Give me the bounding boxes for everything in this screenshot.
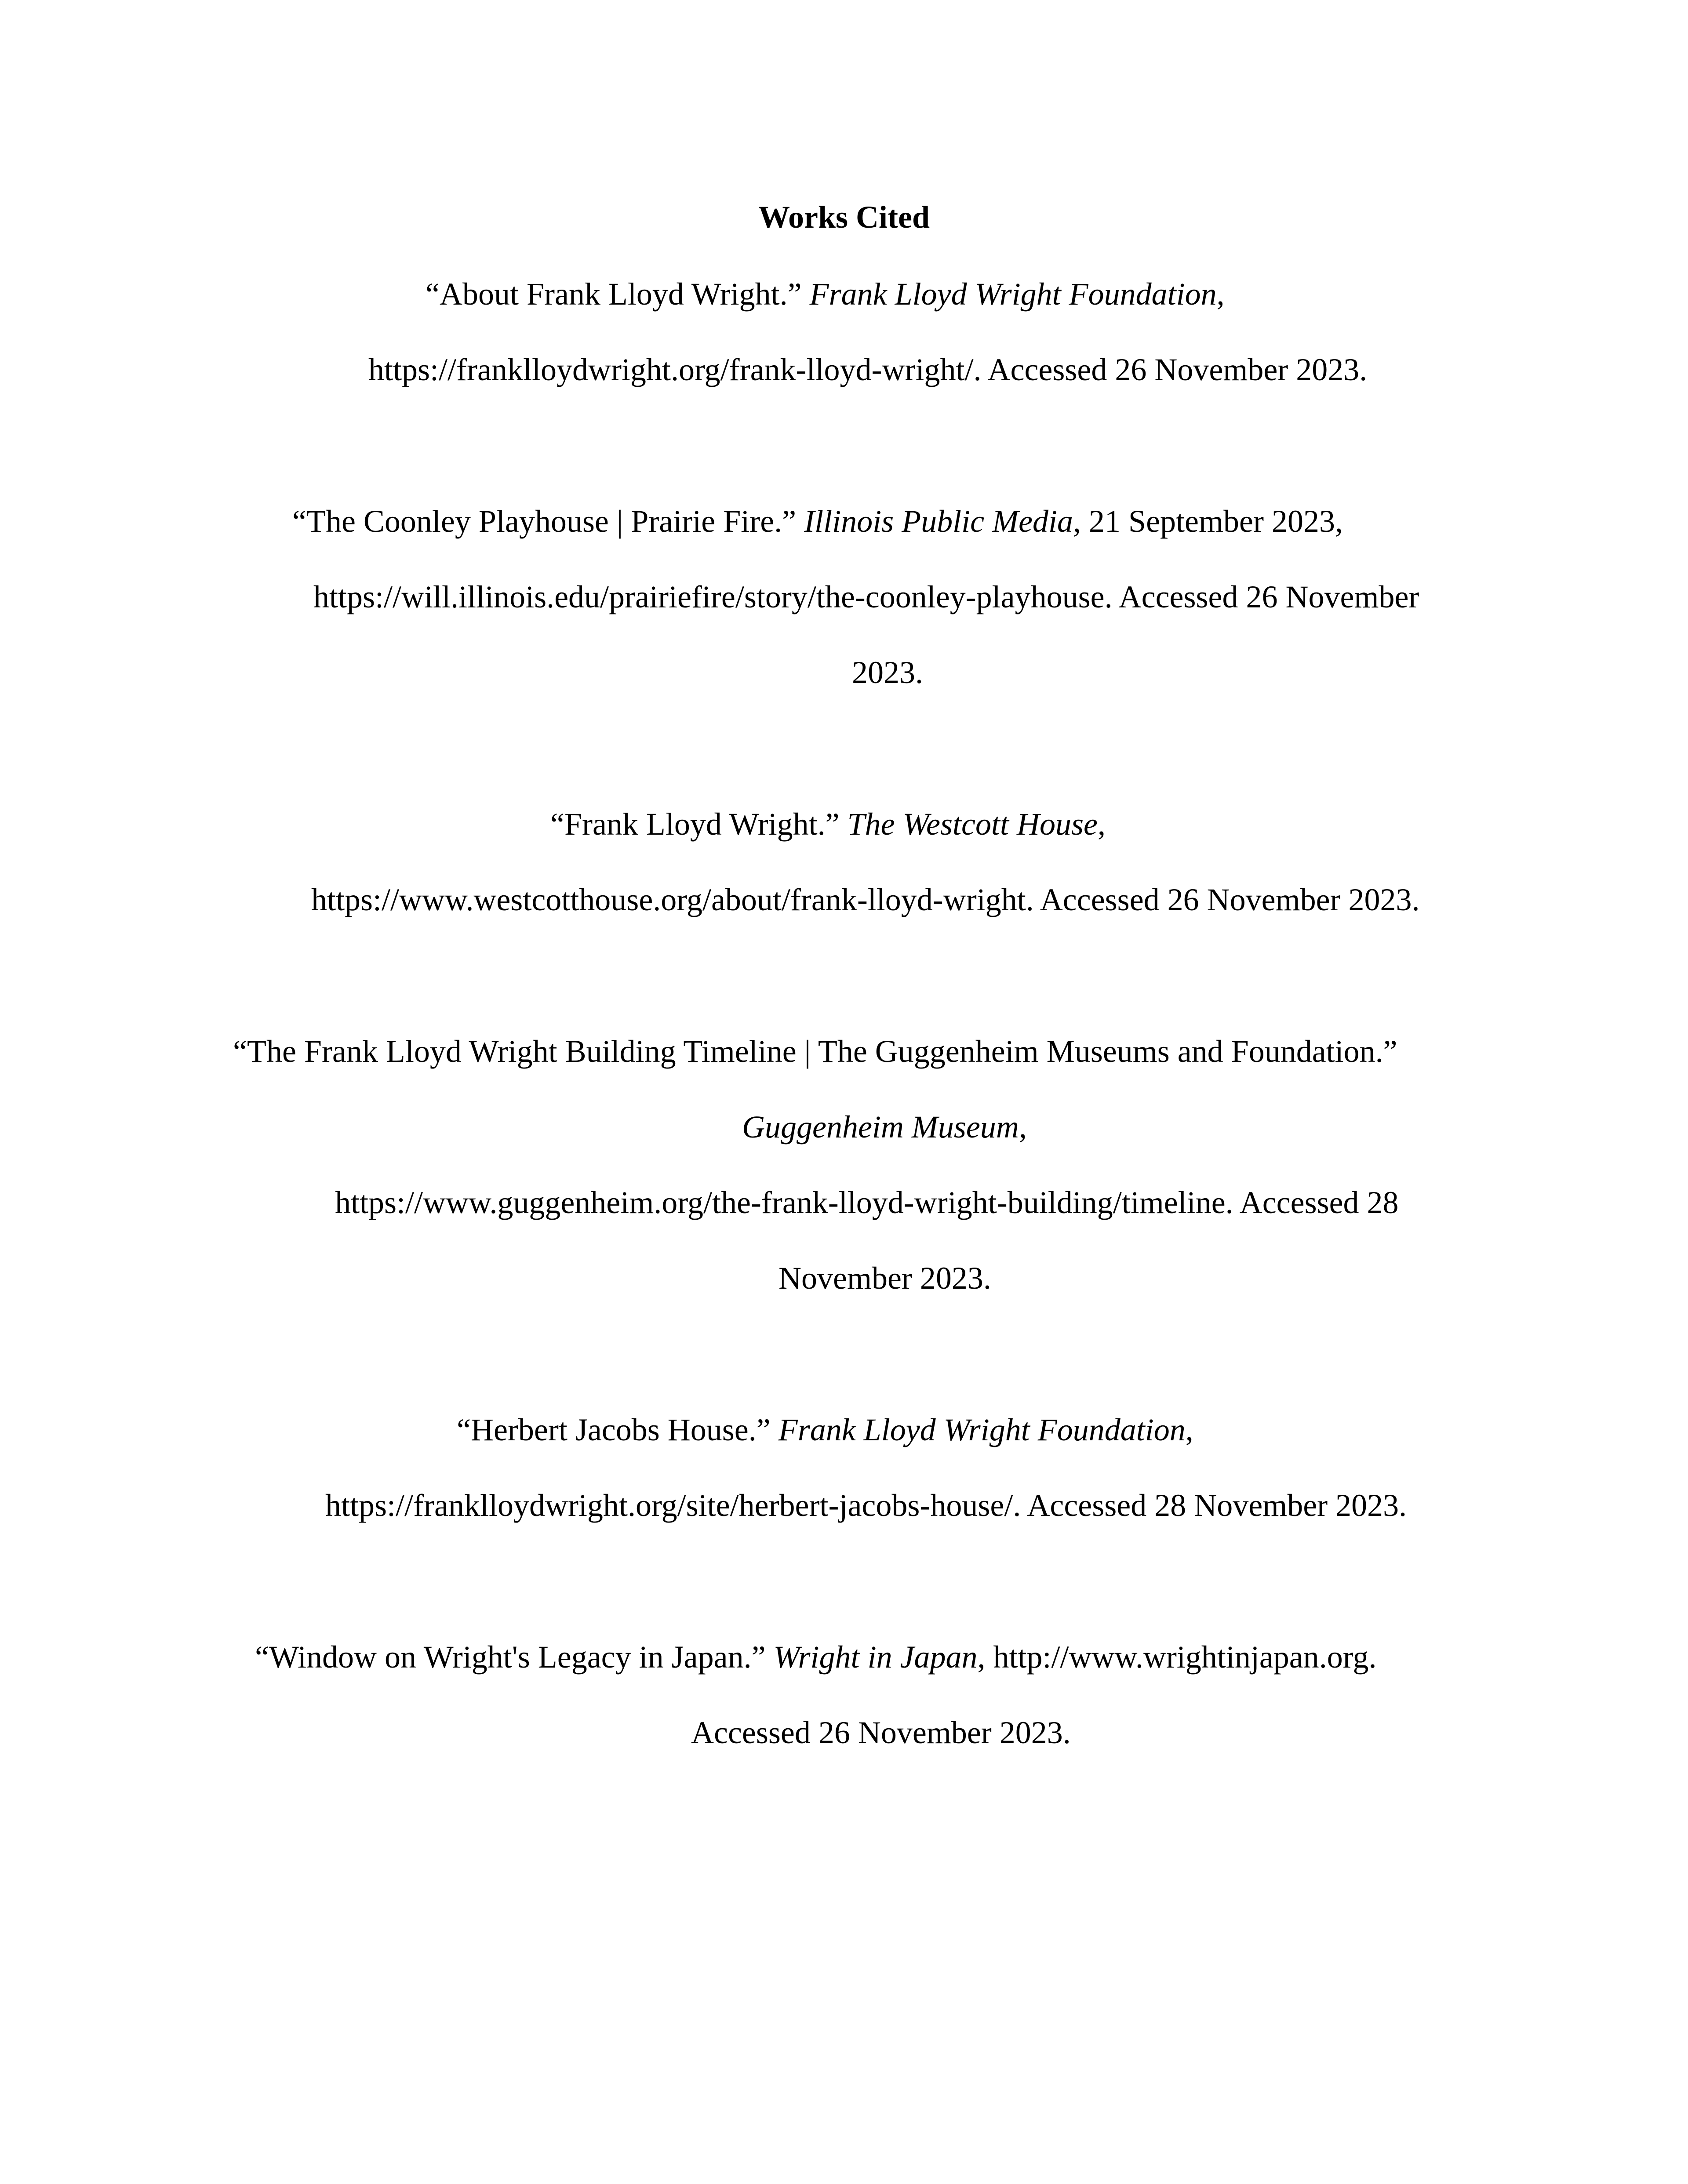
citation-line [426, 274, 1225, 314]
citation-line [325, 1486, 1407, 1525]
citation-url: , http://www.wrightinjapan.org. [977, 1639, 1377, 1675]
citation-line [742, 1107, 1027, 1147]
citation-line [313, 577, 1419, 617]
citation-punctuation: , [1097, 807, 1106, 842]
citation-line [550, 804, 1106, 844]
citation-url: https://will.illinois.edu/prairiefire/story/the-coonley-playhouse. Accessed 26 November [313, 579, 1419, 614]
citation-accessed: November 2023. [779, 1261, 991, 1296]
citation-line [368, 350, 1367, 389]
citation-source: The Westcott House [847, 807, 1098, 842]
citation-source: Frank Lloyd Wright Foundation [809, 276, 1217, 312]
citation-line [457, 1410, 1193, 1450]
citation-line [335, 1183, 1399, 1222]
citation-url: https://www.guggenheim.org/the-frank-lloyd-wright-building/timeline. Accessed 28 [335, 1185, 1399, 1220]
citation-punctuation: , [1185, 1412, 1193, 1447]
citation-title: “The Frank Lloyd Wright Building Timeline | The Guggenheim Museums and Foundation.” [233, 1034, 1397, 1069]
citation-title: “Frank Lloyd Wright.” [550, 807, 848, 842]
citation-line [255, 1637, 1376, 1677]
citation-title: “About Frank Lloyd Wright.” [426, 276, 810, 312]
citation-source: Frank Lloyd Wright Foundation [778, 1412, 1186, 1447]
citation-title: “The Coonley Playhouse | Prairie Fire.” [292, 504, 804, 539]
citation-source: Illinois Public Media [804, 504, 1073, 539]
citation-line [691, 1713, 1071, 1752]
citation-accessed: Accessed 26 November 2023. [691, 1715, 1071, 1750]
citation-url: https://franklloydwright.org/site/herbert-jacobs-house/. Accessed 28 November 2023. [325, 1488, 1407, 1523]
citation-title: “Herbert Jacobs House.” [457, 1412, 779, 1447]
citation-url: https://www.westcotthouse.org/about/frank-lloyd-wright. Accessed 26 November 2023. [311, 882, 1420, 917]
page-title: Works Cited [758, 200, 930, 235]
citation-line [311, 880, 1420, 919]
citation-accessed: 2023. [852, 655, 923, 690]
citation-line [233, 1032, 1397, 1071]
citation-punctuation: , [1216, 276, 1225, 312]
citation-source: Wright in Japan [773, 1639, 978, 1675]
citation-punctuation: , 21 September 2023, [1073, 504, 1343, 539]
citation-source: Guggenheim Museum [742, 1109, 1019, 1145]
citation-line [292, 501, 1343, 541]
citation-line [779, 1258, 991, 1298]
citation-url: https://franklloydwright.org/frank-lloyd-wright/. Accessed 26 November 2023. [368, 352, 1368, 387]
citation-line [852, 653, 923, 692]
citation-punctuation: , [1019, 1109, 1027, 1145]
citation-title: “Window on Wright's Legacy in Japan.” [255, 1639, 774, 1675]
